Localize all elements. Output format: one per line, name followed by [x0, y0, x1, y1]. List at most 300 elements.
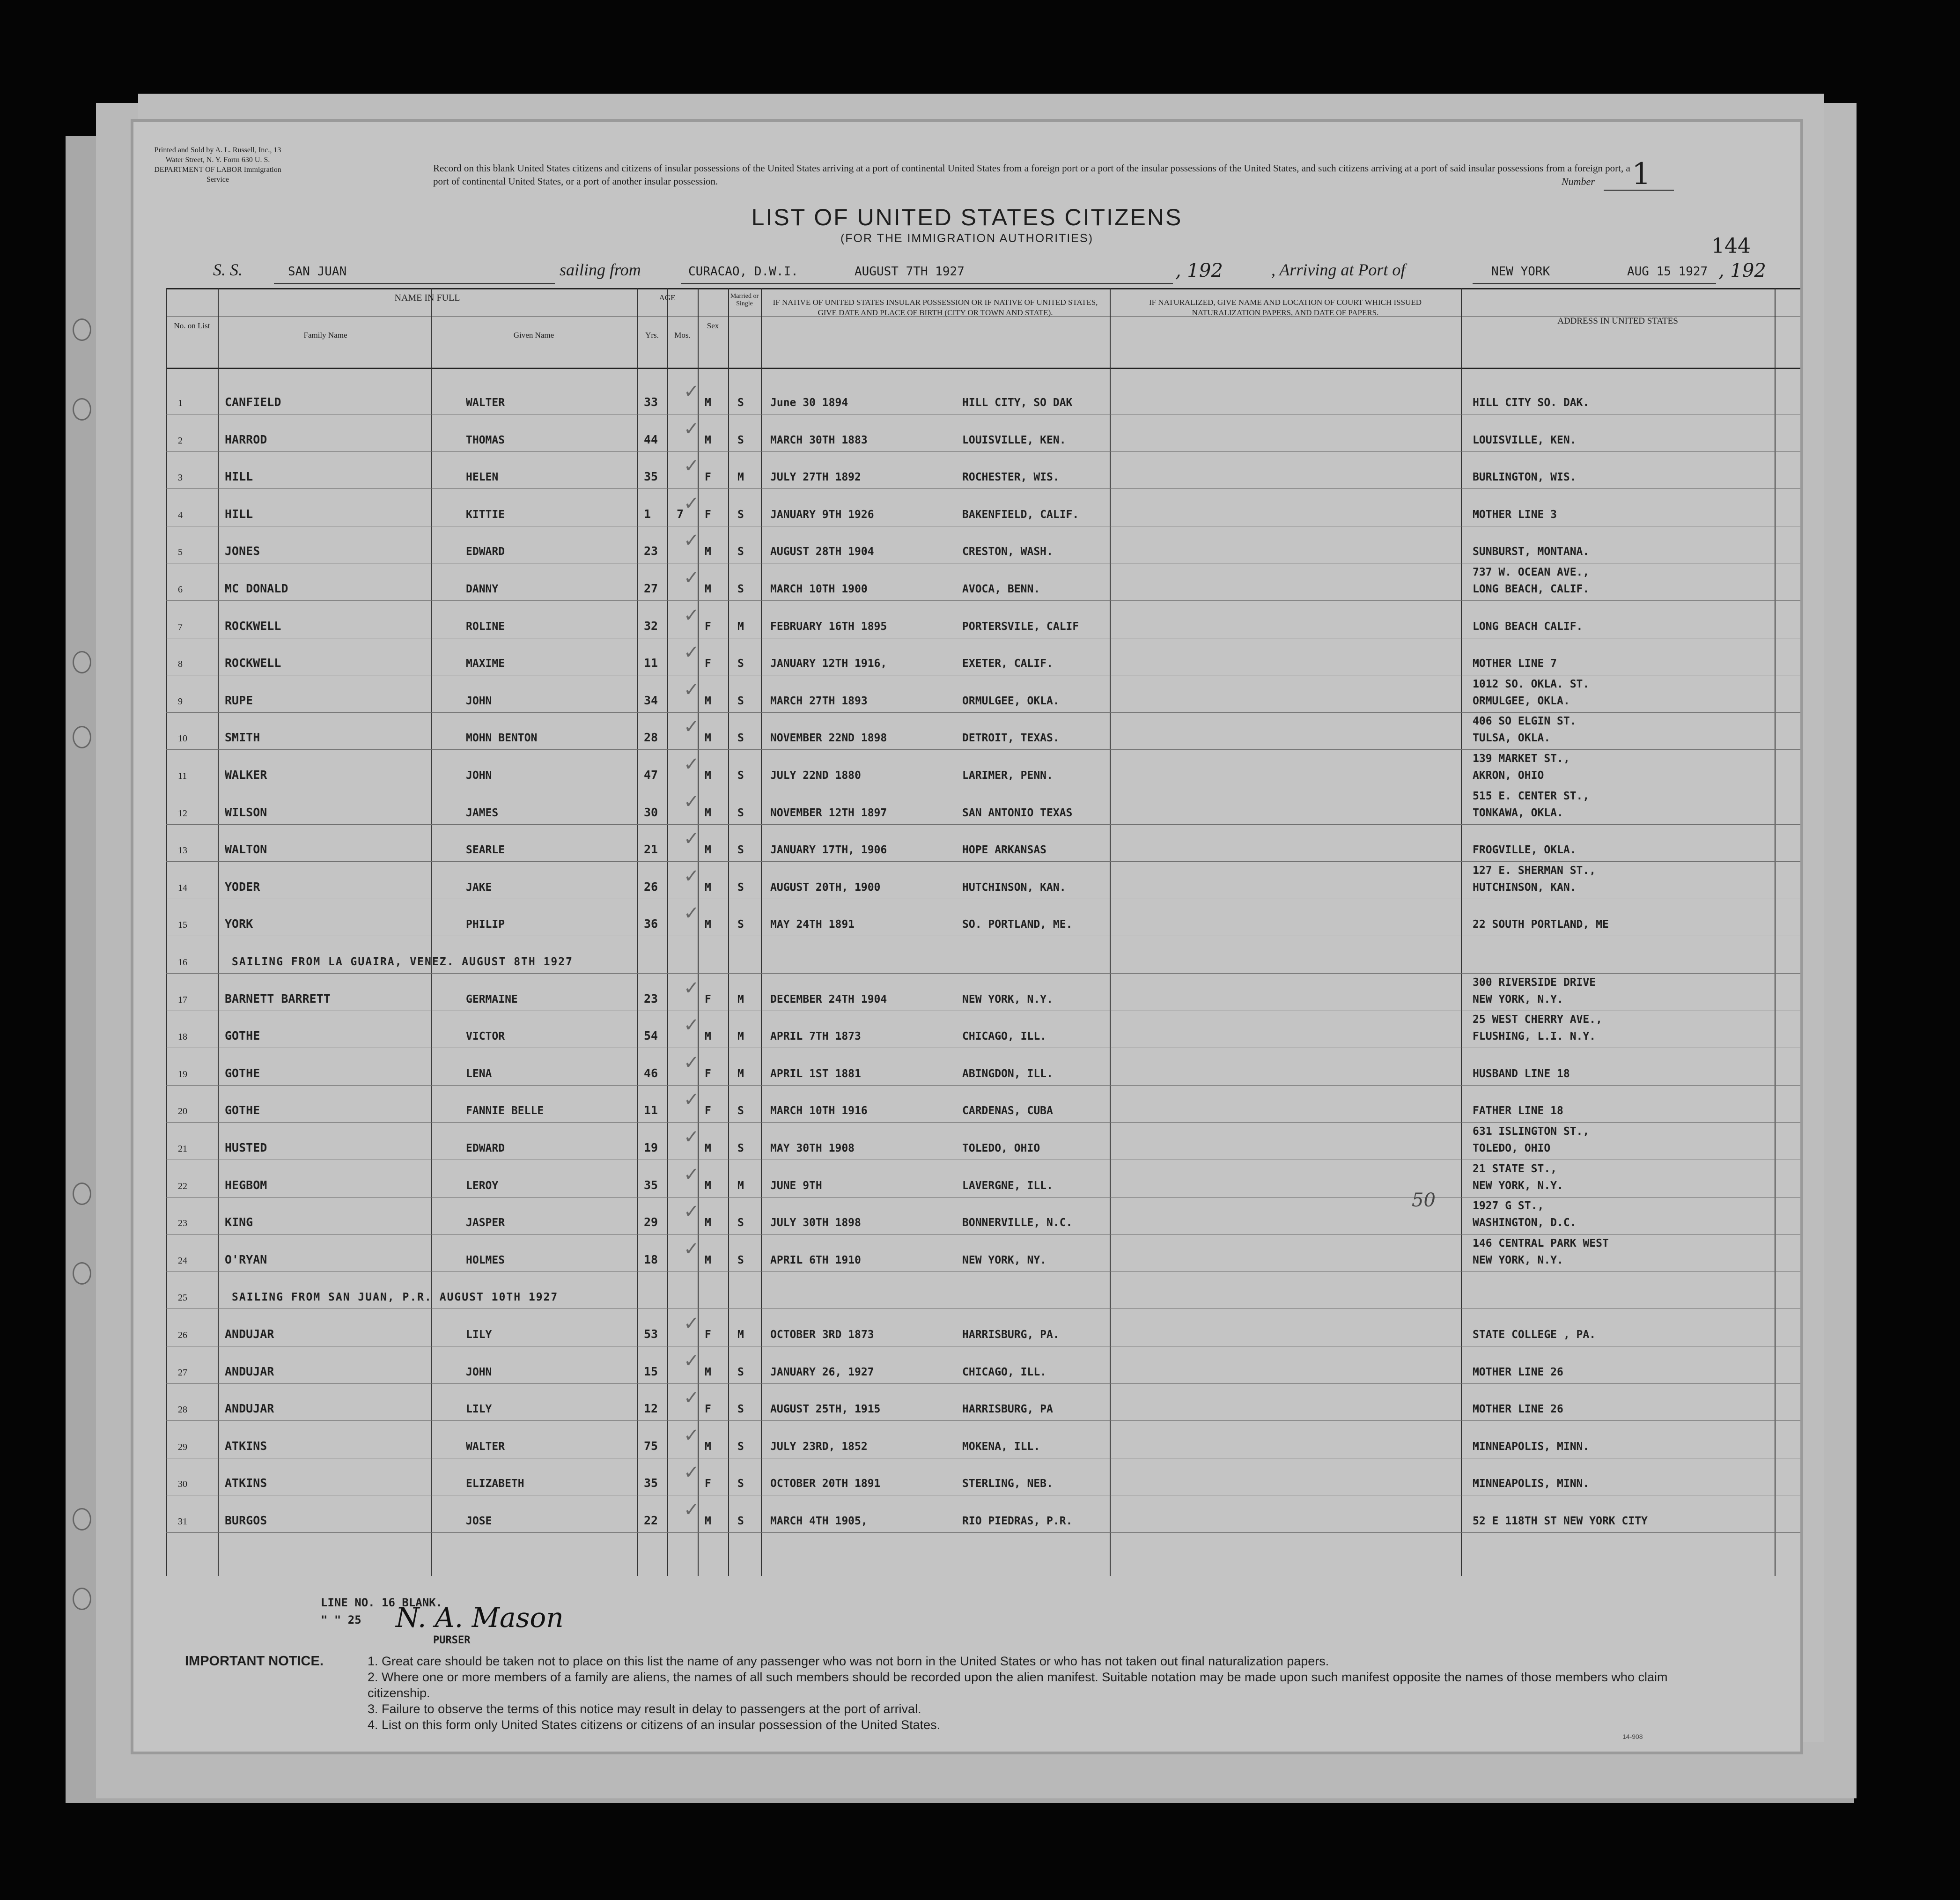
given-name: KITTIE — [466, 508, 505, 521]
sex: M — [705, 1440, 711, 1453]
age-years: 47 — [644, 768, 658, 782]
table-row — [166, 1197, 1800, 1235]
family-name: WILSON — [225, 805, 267, 819]
birth-date: June 30 1894 — [770, 397, 848, 409]
binder-hole — [73, 318, 91, 341]
birth-date: JULY 23RD, 1852 — [770, 1440, 868, 1453]
address-line-2: MOTHER LINE 26 — [1473, 1403, 1563, 1416]
col-age: AGE — [659, 293, 676, 302]
arrival-port: NEW YORK — [1491, 265, 1550, 279]
check-mark-icon: ✓ — [684, 381, 700, 402]
sex: M — [705, 1179, 711, 1192]
marital-status: S — [737, 508, 744, 521]
address-line-2: MINNEAPOLIS, MINN. — [1473, 1478, 1590, 1490]
given-name: JAKE — [466, 881, 492, 894]
given-name: HELEN — [466, 471, 499, 484]
binder-hole — [73, 726, 91, 748]
given-name: WALTER — [466, 1440, 505, 1453]
table-row — [166, 377, 1800, 414]
address-line-2: FATHER LINE 18 — [1473, 1105, 1563, 1117]
table-row — [166, 563, 1800, 601]
year-label-2: , 192 — [1718, 260, 1766, 281]
birth-place: HILL CITY, SO DAK — [962, 397, 1073, 409]
sailing-from: CURACAO, D.W.I. — [688, 265, 798, 279]
table-row — [166, 489, 1800, 526]
table-row — [166, 862, 1800, 899]
given-name: THOMAS — [466, 434, 505, 446]
given-name: SEARLE — [466, 844, 505, 857]
sex: M — [705, 806, 711, 819]
address-line-2: SUNBURST, MONTANA. — [1473, 546, 1590, 558]
marital-status: S — [737, 881, 744, 894]
notice-item: 2. Where one or more members of a family are aliens, the names of all such members should be recorded upon the alien manifest. Suitable notation may be made upon such manifest opposite the names of those members who claim citizenship. — [368, 1670, 1668, 1700]
marital-status: S — [737, 732, 744, 745]
address-line-1: 1012 SO. OKLA. ST. — [1473, 678, 1590, 690]
sex: M — [705, 397, 711, 409]
marital-status: S — [737, 434, 744, 446]
col-family: Family Name — [303, 331, 347, 340]
marital-status: S — [737, 1105, 744, 1117]
row-number: 13 — [178, 845, 187, 856]
address-line-2: NEW YORK, N.Y. — [1473, 993, 1563, 1005]
page-title: LIST OF UNITED STATES CITIZENS — [751, 204, 1183, 230]
family-name: GOTHE — [225, 1103, 260, 1117]
check-mark-icon: ✓ — [684, 791, 700, 813]
sex: F — [705, 620, 711, 633]
age-years: 54 — [644, 1029, 658, 1043]
family-name: MC DONALD — [225, 582, 288, 595]
address-line-2: MOTHER LINE 7 — [1473, 658, 1557, 670]
birth-place: HARRISBURG, PA. — [962, 1329, 1060, 1341]
table-row — [166, 1272, 1800, 1309]
age-years: 26 — [644, 880, 658, 894]
row-number: 3 — [178, 473, 183, 483]
check-mark-icon: ✓ — [684, 716, 700, 738]
sailing-note: SAILING FROM SAN JUAN, P.R. AUGUST 10TH 1927 — [232, 1291, 559, 1304]
marital-status: M — [737, 1067, 744, 1080]
marital-status: S — [737, 546, 744, 558]
sex: F — [705, 1067, 711, 1080]
birth-date: MARCH 10TH 1900 — [770, 583, 868, 595]
row-number: 29 — [178, 1442, 187, 1452]
age-years: 44 — [644, 432, 658, 446]
printer-block: Printed and Sold by A. L. Russell, Inc., 13 Water Street, N. Y. Form 630 U. S. DEPARTMENT OF LABOR Immigration Service — [154, 146, 281, 184]
birth-date: APRIL 7TH 1873 — [770, 1030, 861, 1043]
instructions-text: Record on this blank United States citizens and citizens of insular possessions of the United States arriving at a port of continental United States from a foreign port or a port of the insular possessions of the United States, and such citizens arriving at a port of said insular possessions from a foreign port, a port of continental United States, or a port of another insular possession. — [433, 163, 1630, 187]
family-name: ROCKWELL — [225, 656, 281, 670]
check-mark-icon: ✓ — [684, 567, 700, 589]
age-years: 34 — [644, 693, 658, 707]
col-yrs: Yrs. — [645, 331, 659, 340]
important-notice — [185, 1653, 1730, 1733]
family-name: WALKER — [225, 768, 267, 782]
marital-status: S — [737, 918, 744, 931]
ship-underline — [274, 283, 555, 284]
table-row — [166, 1309, 1800, 1346]
notice-items — [368, 1653, 1730, 1733]
birth-date: JANUARY 9TH 1926 — [770, 508, 874, 521]
row-number: 10 — [178, 733, 187, 744]
family-name: ANDUJAR — [225, 1364, 274, 1378]
check-mark-icon: ✓ — [684, 604, 700, 626]
family-name: WALTON — [225, 843, 267, 857]
address-line-2: FLUSHING, L.I. N.Y. — [1473, 1030, 1596, 1043]
birth-place: HUTCHINSON, KAN. — [962, 881, 1066, 894]
sex: M — [705, 844, 711, 857]
check-mark-icon: ✓ — [684, 828, 700, 850]
given-name: PHILIP — [466, 918, 505, 931]
age-years: 29 — [644, 1215, 658, 1229]
row-number: 18 — [178, 1032, 187, 1042]
age-years: 1 — [644, 507, 651, 521]
birth-date: JANUARY 17TH, 1906 — [770, 844, 887, 857]
family-name: JONES — [225, 544, 260, 558]
address-line-1: 631 ISLINGTON ST., — [1473, 1125, 1590, 1138]
given-name: JASPER — [466, 1217, 505, 1229]
sex: M — [705, 918, 711, 931]
check-mark-icon: ✓ — [684, 865, 700, 887]
table-row — [166, 526, 1800, 563]
sex: M — [705, 732, 711, 745]
birth-date: JULY 22ND 1880 — [770, 769, 861, 782]
number-label: Number — [1562, 176, 1595, 187]
col-mos: Mos. — [674, 331, 691, 340]
row-number: 22 — [178, 1181, 187, 1191]
age-years: 18 — [644, 1252, 658, 1266]
address-line-1: 127 E. SHERMAN ST., — [1473, 864, 1596, 877]
birth-date: MARCH 30TH 1883 — [770, 434, 868, 446]
footer-line-1: LINE NO. 16 BLANK. — [321, 1596, 443, 1609]
age-years: 30 — [644, 805, 658, 819]
birth-place: HOPE ARKANSAS — [962, 844, 1047, 857]
birth-date: MARCH 10TH 1916 — [770, 1105, 868, 1117]
page-number: 144 — [1711, 234, 1751, 258]
family-name: HILL — [225, 507, 253, 521]
birth-date: JANUARY 26, 1927 — [770, 1366, 874, 1378]
table-row — [166, 1085, 1800, 1123]
address-line-2: MOTHER LINE 3 — [1473, 508, 1557, 521]
table-row — [166, 750, 1800, 787]
row-number: 31 — [178, 1516, 187, 1527]
address-line-2: MOTHER LINE 26 — [1473, 1366, 1563, 1378]
check-mark-icon: ✓ — [684, 1350, 700, 1372]
row-number: 26 — [178, 1330, 187, 1340]
birth-place: BAKENFIELD, CALIF. — [962, 508, 1079, 521]
birth-place: ABINGDON, ILL. — [962, 1067, 1053, 1080]
table-row — [166, 451, 1800, 489]
marital-status: S — [737, 583, 744, 595]
age-months: 7 — [677, 507, 684, 521]
marital-status: M — [737, 993, 744, 1005]
family-name: CANFIELD — [225, 395, 281, 409]
check-mark-icon: ✓ — [684, 1238, 700, 1260]
purser-label: PURSER — [433, 1634, 471, 1646]
purser-signature: N. A. Mason — [396, 1602, 564, 1634]
birth-place: CARDENAS, CUBA — [962, 1105, 1053, 1117]
table-row — [166, 1235, 1800, 1272]
marital-status: S — [737, 1142, 744, 1154]
address-line-2: TULSA, OKLA. — [1473, 732, 1551, 745]
given-name: LILY — [466, 1403, 492, 1416]
given-name: MOHN BENTON — [466, 732, 538, 745]
address-line-1: 737 W. OCEAN AVE., — [1473, 566, 1590, 578]
table-row — [166, 712, 1800, 750]
sex: F — [705, 1329, 711, 1341]
birth-date: AUGUST 28TH 1904 — [770, 546, 874, 558]
address-line-1: 406 SO ELGIN ST. — [1473, 715, 1577, 728]
binder-hole — [73, 651, 91, 673]
birth-place: LARIMER, PENN. — [962, 769, 1053, 782]
col-sex: Sex — [707, 321, 719, 330]
col-married: Married or Single — [730, 293, 759, 307]
address-line-2: FROGVILLE, OKLA. — [1473, 844, 1577, 857]
address-line-1: 21 STATE ST., — [1473, 1162, 1557, 1175]
col-no: No. on List — [174, 321, 210, 330]
binder-hole — [73, 398, 91, 421]
address-line-1: 1927 G ST., — [1473, 1200, 1544, 1212]
notice-item: 1. Great care should be taken not to place on this list the name of any passenger who was not born in the United States or who has not taken out final naturalization papers. — [368, 1654, 1329, 1668]
family-name: SMITH — [225, 731, 260, 745]
family-name: GOTHE — [225, 1066, 260, 1080]
family-name: KING — [225, 1215, 253, 1229]
notice-heading: IMPORTANT NOTICE. — [185, 1654, 324, 1669]
marital-status: S — [737, 1515, 744, 1527]
sex: F — [705, 993, 711, 1005]
table-row — [166, 675, 1800, 713]
address-line-1: 515 E. CENTER ST., — [1473, 790, 1590, 802]
birth-place: PORTERSVILE, CALIF — [962, 620, 1079, 633]
birth-place: STERLING, NEB. — [962, 1478, 1053, 1490]
table-row — [166, 899, 1800, 936]
page-subtitle: (FOR THE IMMIGRATION AUTHORITIES) — [840, 232, 1094, 245]
family-name: O'RYAN — [225, 1252, 267, 1266]
row-number: 8 — [178, 659, 183, 670]
row-number: 6 — [178, 584, 183, 595]
birth-place: CHICAGO, ILL. — [962, 1030, 1047, 1043]
given-name: ELIZABETH — [466, 1478, 524, 1490]
check-mark-icon: ✓ — [684, 492, 700, 514]
age-years: 53 — [644, 1327, 658, 1341]
family-name: ATKINS — [225, 1476, 267, 1490]
given-name: VICTOR — [466, 1030, 505, 1043]
check-mark-icon: ✓ — [684, 642, 700, 664]
birth-date: AUGUST 20TH, 1900 — [770, 881, 881, 894]
binder-hole — [73, 1588, 91, 1610]
check-mark-icon: ✓ — [684, 1163, 700, 1185]
check-mark-icon: ✓ — [684, 754, 700, 775]
marital-status: M — [737, 1329, 744, 1341]
row-number: 17 — [178, 994, 187, 1005]
birth-date: JANUARY 12TH 1916, — [770, 658, 887, 670]
check-mark-icon: ✓ — [684, 679, 700, 701]
row-number: 7 — [178, 621, 183, 632]
address-line-2: WASHINGTON, D.C. — [1473, 1217, 1577, 1229]
birth-date: AUGUST 25TH, 1915 — [770, 1403, 881, 1416]
age-years: 11 — [644, 1103, 658, 1117]
age-years: 22 — [644, 1514, 658, 1527]
given-name: MAXIME — [466, 658, 505, 670]
birth-place: SAN ANTONIO TEXAS — [962, 806, 1073, 819]
given-name: LEROY — [466, 1179, 499, 1192]
birth-date: MARCH 4TH 1905, — [770, 1515, 868, 1527]
row-number: 5 — [178, 547, 183, 558]
row-number: 25 — [178, 1293, 187, 1303]
address-line-2: HUTCHINSON, KAN. — [1473, 881, 1577, 894]
manifest-form — [133, 122, 1800, 1752]
row-number: 2 — [178, 435, 183, 446]
given-name: HOLMES — [466, 1254, 505, 1266]
birth-place: DETROIT, TEXAS. — [962, 732, 1060, 745]
footer-line-2: " " 25 — [321, 1613, 361, 1626]
birth-place: NEW YORK, N.Y. — [962, 993, 1053, 1005]
age-years: 15 — [644, 1364, 658, 1378]
table-row — [166, 1160, 1800, 1198]
col-birth: IF NATIVE OF UNITED STATES INSULAR POSSESSION OR IF NATIVE OF UNITED STATES, GIVE DATE AND PLACE OF BIRTH (CITY OR TOWN AND STATE). — [773, 298, 1098, 317]
address-line-2: BURLINGTON, WIS. — [1473, 471, 1577, 484]
birth-place: CHICAGO, ILL. — [962, 1366, 1047, 1378]
age-years: 21 — [644, 843, 658, 857]
check-mark-icon: ✓ — [684, 530, 700, 552]
year-label-1: , 192 — [1175, 260, 1223, 281]
address-line-2: LONG BEACH, CALIF. — [1473, 583, 1590, 595]
binder-hole — [73, 1508, 91, 1530]
address-line-2: NEW YORK, N.Y. — [1473, 1254, 1563, 1266]
address-line-2: LOUISVILLE, KEN. — [1473, 434, 1577, 446]
age-years: 28 — [644, 731, 658, 745]
sex: M — [705, 1030, 711, 1043]
given-name: JAMES — [466, 806, 499, 819]
family-name: ANDUJAR — [225, 1402, 274, 1416]
row-number: 30 — [178, 1479, 187, 1490]
family-name: BURGOS — [225, 1514, 267, 1527]
family-name: BARNETT BARRETT — [225, 991, 331, 1005]
birth-date: MARCH 27TH 1893 — [770, 695, 868, 707]
sex: F — [705, 1403, 711, 1416]
ss-label: S. S. — [213, 260, 243, 279]
family-name: HILL — [225, 470, 253, 484]
family-name: HARROD — [225, 432, 267, 446]
table-row — [166, 824, 1800, 862]
sex: F — [705, 1478, 711, 1490]
row-number: 24 — [178, 1255, 187, 1266]
given-name: EDWARD — [466, 1142, 505, 1154]
address-line-2: NEW YORK, N.Y. — [1473, 1179, 1563, 1192]
address-line-2: 22 SOUTH PORTLAND, ME — [1473, 918, 1609, 931]
birth-place: EXETER, CALIF. — [962, 658, 1053, 670]
col-name: NAME IN FULL — [394, 293, 460, 303]
check-mark-icon: ✓ — [684, 1126, 700, 1148]
sex: F — [705, 1105, 711, 1117]
row-number: 23 — [178, 1218, 187, 1229]
given-name: JOHN — [466, 1366, 492, 1378]
age-years: 46 — [644, 1066, 658, 1080]
address-line-2: TOLEDO, OHIO — [1473, 1142, 1551, 1154]
sex: F — [705, 508, 711, 521]
marital-status: S — [737, 1440, 744, 1453]
ship-name: SAN JUAN — [288, 265, 347, 279]
address-line-2: MINNEAPOLIS, MINN. — [1473, 1440, 1590, 1453]
table-row — [166, 787, 1800, 825]
sailing-label: sailing from — [560, 260, 641, 279]
birth-date: MAY 24TH 1891 — [770, 918, 855, 931]
address-line-2: ORMULGEE, OKLA. — [1473, 695, 1570, 707]
birth-place: BONNERVILLE, N.C. — [962, 1217, 1073, 1229]
marital-status: S — [737, 1254, 744, 1266]
birth-place: MOKENA, ILL. — [962, 1440, 1040, 1453]
sex: M — [705, 769, 711, 782]
row-number: 21 — [178, 1144, 187, 1154]
age-years: 12 — [644, 1402, 658, 1416]
sailing-underline — [681, 283, 1173, 284]
given-name: GERMAINE — [466, 993, 518, 1005]
check-mark-icon: ✓ — [684, 1462, 700, 1484]
table-row — [166, 1421, 1800, 1458]
check-mark-icon: ✓ — [684, 1387, 700, 1409]
age-years: 32 — [644, 619, 658, 633]
table-row — [166, 1383, 1800, 1421]
birth-place: HARRISBURG, PA — [962, 1403, 1053, 1416]
sex: M — [705, 881, 711, 894]
row-number: 15 — [178, 920, 187, 931]
check-mark-icon: ✓ — [684, 1089, 700, 1111]
birth-place: ROCHESTER, WIS. — [962, 471, 1060, 484]
row-number: 16 — [178, 957, 187, 968]
row-number: 19 — [178, 1069, 187, 1079]
sex: M — [705, 1366, 711, 1378]
row-number: 9 — [178, 696, 183, 707]
birth-place: SO. PORTLAND, ME. — [962, 918, 1073, 931]
address-line-2: 52 E 118TH ST NEW YORK CITY — [1473, 1515, 1648, 1527]
family-name: ROCKWELL — [225, 619, 281, 633]
row-number: 12 — [178, 808, 187, 819]
arrival-underline — [1473, 283, 1716, 284]
birth-date: DECEMBER 24TH 1904 — [770, 993, 887, 1005]
birth-date: FEBRUARY 16TH 1895 — [770, 620, 887, 633]
address-line-2: HILL CITY SO. DAK. — [1473, 397, 1590, 409]
row-number: 1 — [178, 398, 183, 408]
table-row — [166, 1346, 1800, 1384]
table-row — [166, 638, 1800, 675]
table-row — [166, 1495, 1800, 1533]
arrival-date: AUG 15 1927 — [1627, 265, 1708, 279]
sex: F — [705, 471, 711, 484]
marital-status: S — [737, 695, 744, 707]
row-number: 27 — [178, 1367, 187, 1378]
birth-place: TOLEDO, OHIO — [962, 1142, 1040, 1154]
table-row — [166, 414, 1800, 452]
birth-place: CRESTON, WASH. — [962, 546, 1053, 558]
marital-status: M — [737, 1179, 744, 1192]
check-mark-icon: ✓ — [684, 977, 700, 999]
table-row — [166, 1458, 1800, 1495]
table-row — [166, 936, 1800, 974]
address-line-2: LONG BEACH CALIF. — [1473, 620, 1583, 633]
notice-item: 4. List on this form only United States citizens or citizens of an insular possession of the United States. — [368, 1718, 941, 1732]
birth-place: ORMULGEE, OKLA. — [962, 695, 1060, 707]
birth-place: LOUISVILLE, KEN. — [962, 434, 1066, 446]
age-years: 36 — [644, 917, 658, 931]
given-name: LILY — [466, 1329, 492, 1341]
address-line-2: HUSBAND LINE 18 — [1473, 1067, 1570, 1080]
birth-place: LAVERGNE, ILL. — [962, 1179, 1053, 1192]
table-row — [166, 974, 1800, 1011]
age-years: 19 — [644, 1141, 658, 1154]
birth-date: MAY 30TH 1908 — [770, 1142, 855, 1154]
marital-status: S — [737, 397, 744, 409]
marital-status: M — [737, 471, 744, 484]
family-name: RUPE — [225, 693, 253, 707]
family-name: ANDUJAR — [225, 1327, 274, 1341]
